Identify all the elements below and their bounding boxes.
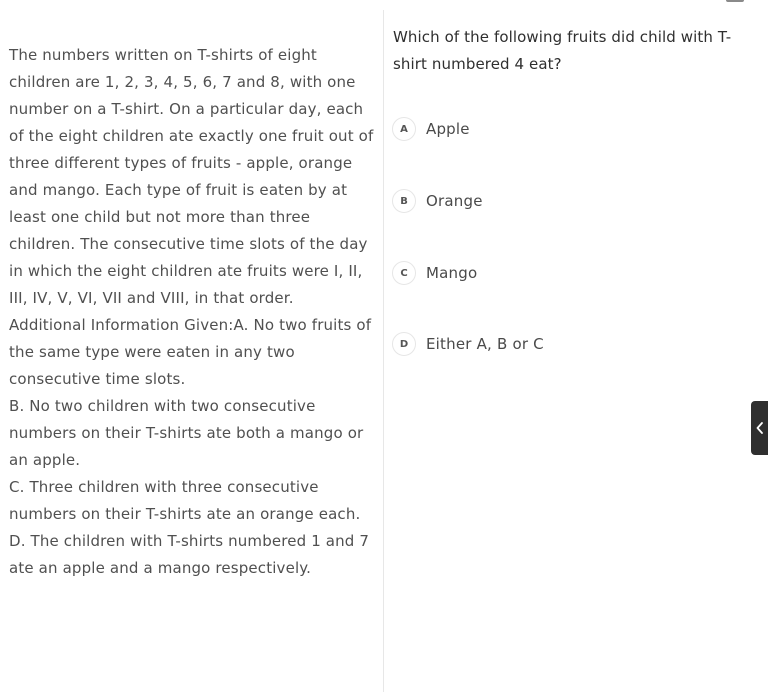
question-pane bbox=[384, 0, 768, 692]
top-corner-button[interactable] bbox=[726, 0, 744, 2]
passage-paragraph-1: The numbers written on T-shirts of eight children are 1, 2, 3, 4, 5, 6, 7 and 8, with one number on a T-shirt. On a particular day, each of the eight children ate exactly one fruit out of three different types of fruits - apple, orange and mango. Each type of fruit is eaten by at least one child but not more than three children. The consecutive time slots of the day in which the eight children ate fruits were I, II, III, IV, V, VI, VII and VIII, in that order. Additional Information Given:A. No two fruits of the same type were eaten in any two consecutive time slots. bbox=[9, 46, 374, 388]
option-d[interactable] bbox=[392, 331, 544, 357]
passage-paragraph-3: C. Three children with three consecutive numbers on their T-shirts ate an orange each. bbox=[9, 478, 361, 523]
passage-pane bbox=[0, 0, 383, 692]
chevron-left-icon bbox=[755, 421, 765, 435]
option-d-badge[interactable]: D bbox=[392, 332, 416, 356]
option-c-badge[interactable]: C bbox=[392, 261, 416, 285]
option-d-label[interactable]: Either A, B or C bbox=[426, 335, 544, 353]
option-a-badge[interactable]: A bbox=[392, 117, 416, 141]
question-text: Which of the following fruits did child with T-shirt numbered 4 eat? bbox=[393, 28, 732, 73]
option-a[interactable] bbox=[392, 116, 470, 142]
passage-paragraph-4: D. The children with T-shirts numbered 1 and 7 ate an apple and a mango respectively. bbox=[9, 532, 370, 577]
passage-paragraph-2: B. No two children with two consecutive numbers on their T-shirts ate both a mango or an apple. bbox=[9, 397, 364, 469]
option-b-badge[interactable]: B bbox=[392, 189, 416, 213]
option-b[interactable] bbox=[392, 188, 483, 214]
option-b-label[interactable]: Orange bbox=[426, 192, 483, 210]
side-panel-toggle[interactable] bbox=[751, 401, 768, 455]
option-c-label[interactable]: Mango bbox=[426, 264, 478, 282]
passage-text bbox=[9, 42, 375, 582]
option-c[interactable] bbox=[392, 260, 477, 286]
option-a-label[interactable]: Apple bbox=[426, 120, 470, 138]
